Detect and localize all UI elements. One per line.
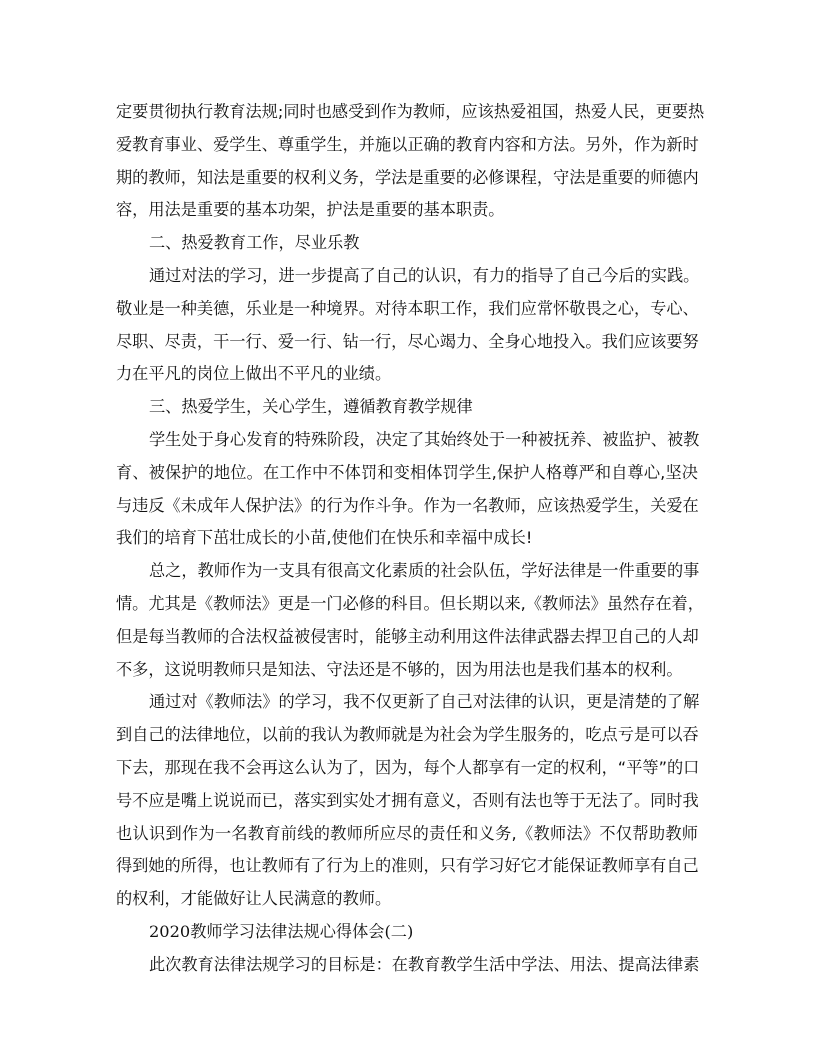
paragraph-first-line: 通过对《教师法》的学习，我不仅更新了自己对法律的认识，更是清楚的了解 [149, 692, 700, 712]
body-text-line: 但是每当教师的合法权益被侵害时，能够主动利用这件法律武器去捍卫自己的人却 [116, 626, 699, 646]
body-text-line: 定要贯彻执行教育法规;同时也感受到作为教师，应该热爱祖国，热爱人民，更要热 [116, 102, 705, 121]
document-page [116, 96, 705, 982]
body-text-line: 育、被保护的地位。在工作中不体罚和变相体罚学生,保护人格尊严和自尊心,坚决 [116, 462, 698, 482]
paragraph-first-line: 通过对法的学习，进一步提高了自己的认识，有力的指导了自己今后的实践。 [149, 265, 700, 285]
body-text-line: 号不应是嘴上说说而已，落实到实处才拥有意义，否则有法也等于无法了。同时我 [116, 790, 699, 810]
body-text-line: 我们的培育下茁壮成长的小苗,使他们在快乐和幸福中成长! [116, 528, 533, 548]
body-text-line: 也认识到作为一名教育前线的教师所应尽的责任和义务,《教师法》不仅帮助教师 [116, 823, 698, 843]
body-text-line: 下去，那现在我不会再这么认为了，因为，每个人都享有一定的权利，“平等”的口 [116, 757, 700, 777]
body-text-line: 敬业是一种美德，乐业是一种境界。对待本职工作，我们应常怀敬畏之心，专心、 [116, 298, 699, 318]
body-text-line: 到自己的法律地位，以前的我认为教师就是为社会为学生服务的，吃点亏是可以吞 [116, 725, 699, 745]
body-text-line: 的权利，才能做好让人民满意的教师。 [116, 889, 392, 909]
paragraph-first-line: 总之，教师作为一支具有很高文化素质的社会队伍，学好法律是一件重要的事 [149, 561, 700, 581]
body-text-line: 爱教育事业、爱学生、尊重学生，并施以正确的教育内容和方法。另外，作为新时 [116, 134, 699, 154]
body-text-line: 容，用法是重要的基本功架，护法是重要的基本职责。 [116, 200, 505, 220]
section-title: 2020教师学习法律法规心得体会(二) [149, 921, 414, 941]
body-text-line: 尽职、尽责，干一行、爱一行、钻一行，尽心竭力、全身心地投入。我们应该要努 [116, 331, 699, 351]
body-text-line: 不多，这说明教师只是知法、守法还是不够的，因为用法也是我们基本的权利。 [116, 659, 683, 679]
section-heading: 二、热爱教育工作，尽业乐教 [149, 233, 360, 253]
paragraph-first-line: 此次教育法律法规学习的目标是：在教育教学生活中学法、用法、提高法律素 [149, 954, 700, 974]
paragraph-first-line: 学生处于身心发育的特殊阶段，决定了其始终处于一种被抚养、被监护、被教 [149, 429, 700, 449]
body-text-line: 力在平凡的岗位上做出不平凡的业绩。 [116, 364, 392, 384]
section-heading: 三、热爱学生，关心学生，遵循教育教学规律 [149, 397, 473, 417]
body-text-line: 情。尤其是《教师法》更是一门必修的科目。但长期以来,《教师法》虽然存在着， [116, 593, 704, 613]
body-text-line: 与违反《未成年人保护法》的行为作斗争。作为一名教师，应该热爱学生，关爱在 [116, 495, 699, 515]
body-text-line: 期的教师，知法是重要的权利义务，学法是重要的必修课程，守法是重要的师德内 [116, 167, 699, 187]
body-text-line: 得到她的所得，也让教师有了行为上的准则，只有学习好它才能保证教师享有自己 [116, 856, 699, 876]
